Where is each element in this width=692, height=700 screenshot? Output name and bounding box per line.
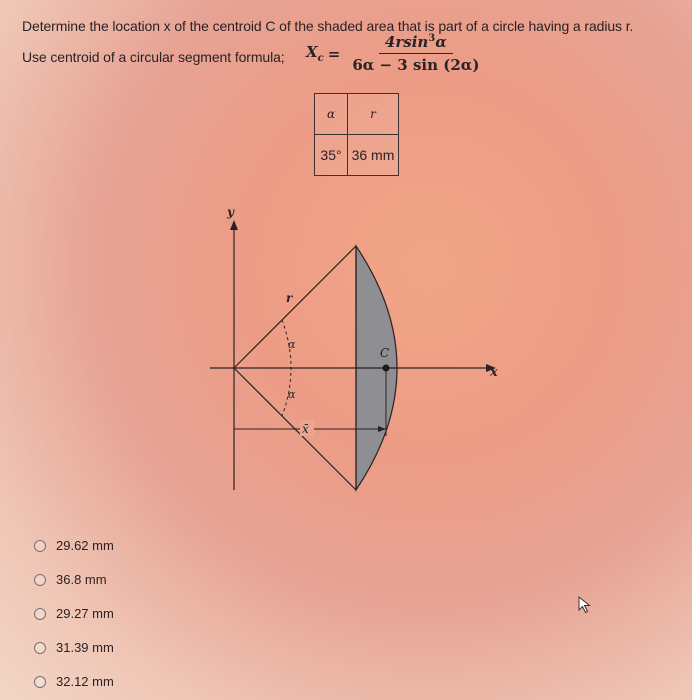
label-r: r — [286, 291, 293, 305]
pointer-cursor-icon — [578, 596, 592, 614]
radio-button[interactable] — [34, 540, 46, 552]
choice-5[interactable] — [34, 674, 114, 689]
formula-equals: = — [327, 44, 341, 63]
choice-label[interactable]: 29.62 mm — [56, 538, 114, 553]
given-values-table — [314, 93, 399, 176]
y-axis-arrow — [230, 220, 238, 230]
table-header-row — [315, 94, 399, 135]
formula-lhs — [306, 43, 324, 64]
label-x: x — [490, 365, 498, 380]
label-alpha-bottom: α — [288, 388, 296, 401]
formula-lhs-symbol: X — [306, 43, 318, 61]
label-xbar: x̄ — [302, 422, 309, 436]
label-y: y — [227, 205, 234, 219]
formula-num-coef: 4rsin — [384, 33, 429, 51]
radio-button[interactable] — [34, 676, 46, 688]
choice-2[interactable] — [34, 572, 107, 587]
choice-label[interactable]: 32.12 mm — [56, 674, 114, 689]
formula-numerator — [379, 33, 453, 54]
label-alpha-top: α — [288, 338, 296, 351]
table-header-r: r — [348, 94, 399, 135]
choice-1[interactable] — [34, 538, 114, 553]
formula-lhs-sub: c — [317, 53, 324, 64]
question-line-2: Use centroid of a circular segment formula; — [22, 49, 285, 65]
choice-3[interactable] — [34, 606, 114, 621]
table-header-alpha: α — [315, 94, 348, 135]
choice-label[interactable]: 29.27 mm — [56, 606, 114, 621]
radio-button[interactable] — [34, 574, 46, 586]
centroid-point — [383, 365, 390, 372]
radio-button[interactable] — [34, 642, 46, 654]
choice-4[interactable] — [34, 640, 114, 655]
table-value-r: 36 mm — [348, 135, 399, 176]
table-value-alpha: 35° — [315, 135, 348, 176]
formula-fraction — [346, 33, 485, 74]
choice-label[interactable]: 36.8 mm — [56, 572, 107, 587]
circular-segment-figure — [200, 200, 510, 500]
formula-num-var: α — [435, 33, 447, 51]
choice-label[interactable]: 31.39 mm — [56, 640, 114, 655]
centroid-formula — [306, 33, 485, 74]
formula-denominator: 6α − 3 sin (2α) — [352, 56, 480, 74]
table-value-row — [315, 135, 399, 176]
question-line-1: Determine the location x of the centroid C of the shaded area that is part of a circle having a radius r. — [22, 18, 634, 34]
radio-button[interactable] — [34, 608, 46, 620]
formula-num-exp: 3 — [428, 33, 436, 44]
label-c: C — [380, 346, 390, 360]
